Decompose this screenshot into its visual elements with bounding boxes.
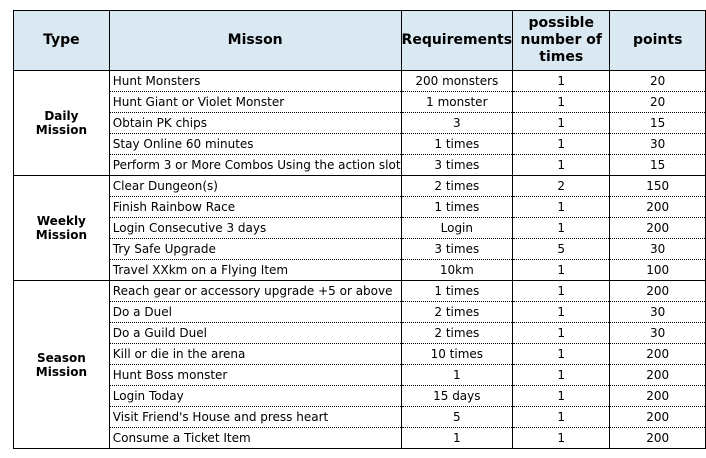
table-row bbox=[14, 365, 706, 386]
group-name-line2: Mission bbox=[35, 364, 88, 379]
points-cell: 100 bbox=[610, 260, 706, 281]
mission-cell: Clear Dungeon(s) bbox=[109, 176, 401, 197]
header-times-line1: possible bbox=[528, 15, 594, 31]
points-cell: 15 bbox=[610, 155, 706, 176]
header-times-line2: number of bbox=[520, 32, 602, 48]
group-name-line2: Mission bbox=[35, 228, 88, 242]
mission-cell: Perform 3 or More Combos Using the action slot bbox=[109, 155, 401, 176]
table-row bbox=[14, 260, 706, 281]
points-cell: 30 bbox=[610, 302, 706, 323]
requirement-cell: 10km bbox=[401, 260, 513, 281]
header-points: points bbox=[610, 11, 706, 71]
times-cell: 1 bbox=[513, 155, 610, 176]
mission-cell: Visit Friend's House and press heart bbox=[109, 407, 401, 428]
points-cell: 200 bbox=[610, 344, 706, 365]
header-type: Type bbox=[14, 11, 110, 71]
points-cell: 30 bbox=[610, 323, 706, 344]
mission-cell: Travel XXkm on a Flying Item bbox=[109, 260, 401, 281]
mission-cell: Login Today bbox=[109, 386, 401, 407]
requirement-cell: Login bbox=[401, 218, 513, 239]
times-cell: 1 bbox=[513, 302, 610, 323]
times-cell: 1 bbox=[513, 407, 610, 428]
points-cell: 200 bbox=[610, 197, 706, 218]
table-row bbox=[14, 71, 706, 92]
points-cell: 200 bbox=[610, 365, 706, 386]
points-cell: 200 bbox=[610, 386, 706, 407]
requirement-cell: 1 monster bbox=[401, 92, 513, 113]
mission-cell: Do a Guild Duel bbox=[109, 323, 401, 344]
points-cell: 150 bbox=[610, 176, 706, 197]
times-cell: 2 bbox=[513, 176, 610, 197]
mission-cell: Reach gear or accessory upgrade +5 or above bbox=[109, 281, 401, 302]
table-row bbox=[14, 407, 706, 428]
table-row bbox=[14, 197, 706, 218]
times-cell: 1 bbox=[513, 428, 610, 449]
table-row bbox=[14, 386, 706, 407]
times-cell: 1 bbox=[513, 365, 610, 386]
points-cell: 200 bbox=[610, 218, 706, 239]
times-cell: 1 bbox=[513, 386, 610, 407]
requirement-cell: 2 times bbox=[401, 323, 513, 344]
requirement-cell: 1 bbox=[401, 365, 513, 386]
mission-cell: Login Consecutive 3 days bbox=[109, 218, 401, 239]
requirement-cell: 1 times bbox=[401, 134, 513, 155]
requirement-cell: 1 times bbox=[401, 197, 513, 218]
table-row bbox=[14, 176, 706, 197]
mission-cell: Hunt Monsters bbox=[109, 71, 401, 92]
mission-cell: Finish Rainbow Race bbox=[109, 197, 401, 218]
mission-cell: Stay Online 60 minutes bbox=[109, 134, 401, 155]
table-row bbox=[14, 302, 706, 323]
mission-cell: Obtain PK chips bbox=[109, 113, 401, 134]
times-cell: 1 bbox=[513, 260, 610, 281]
times-cell: 1 bbox=[513, 218, 610, 239]
mission-cell: Hunt Boss monster bbox=[109, 365, 401, 386]
points-cell: 20 bbox=[610, 71, 706, 92]
table-row bbox=[14, 155, 706, 176]
requirement-cell: 3 times bbox=[401, 155, 513, 176]
times-cell: 1 bbox=[513, 71, 610, 92]
times-cell: 1 bbox=[513, 92, 610, 113]
points-cell: 15 bbox=[610, 113, 706, 134]
requirement-cell: 3 times bbox=[401, 239, 513, 260]
group-name-line2: Mission bbox=[35, 123, 88, 137]
points-cell: 200 bbox=[610, 281, 706, 302]
table-row bbox=[14, 428, 706, 449]
times-cell: 1 bbox=[513, 323, 610, 344]
mission-cell: Kill or die in the arena bbox=[109, 344, 401, 365]
group-type-daily bbox=[14, 71, 110, 176]
header-mission: Misson bbox=[109, 11, 401, 71]
times-cell: 1 bbox=[513, 281, 610, 302]
mission-cell: Try Safe Upgrade bbox=[109, 239, 401, 260]
points-cell: 30 bbox=[610, 134, 706, 155]
table-row bbox=[14, 134, 706, 155]
times-cell: 5 bbox=[513, 239, 610, 260]
times-cell: 1 bbox=[513, 344, 610, 365]
header-possible-times bbox=[513, 11, 610, 71]
mission-cell: Do a Duel bbox=[109, 302, 401, 323]
missions-table bbox=[13, 10, 706, 449]
points-cell: 200 bbox=[610, 428, 706, 449]
requirement-cell: 5 bbox=[401, 407, 513, 428]
header-row bbox=[14, 11, 706, 71]
requirement-cell: 2 times bbox=[401, 302, 513, 323]
table-row bbox=[14, 92, 706, 113]
group-name-line1: Daily bbox=[44, 109, 79, 123]
table-row bbox=[14, 239, 706, 260]
times-cell: 1 bbox=[513, 113, 610, 134]
points-cell: 200 bbox=[610, 407, 706, 428]
requirement-cell: 3 bbox=[401, 113, 513, 134]
table-row bbox=[14, 323, 706, 344]
requirement-cell: 10 times bbox=[401, 344, 513, 365]
group-name-line1: Weekly bbox=[36, 214, 86, 228]
times-cell: 1 bbox=[513, 134, 610, 155]
group-type-season bbox=[14, 281, 110, 449]
times-cell: 1 bbox=[513, 197, 610, 218]
table-row bbox=[14, 218, 706, 239]
points-cell: 20 bbox=[610, 92, 706, 113]
header-times-line3: times bbox=[539, 49, 584, 65]
header-requirements: Requirements bbox=[401, 11, 513, 71]
requirement-cell: 15 days bbox=[401, 386, 513, 407]
mission-cell: Consume a Ticket Item bbox=[109, 428, 401, 449]
requirement-cell: 1 bbox=[401, 428, 513, 449]
requirement-cell: 1 times bbox=[401, 281, 513, 302]
mission-cell: Hunt Giant or Violet Monster bbox=[109, 92, 401, 113]
table-row bbox=[14, 113, 706, 134]
table-row bbox=[14, 344, 706, 365]
table-row bbox=[14, 281, 706, 302]
requirement-cell: 2 times bbox=[401, 176, 513, 197]
points-cell: 30 bbox=[610, 239, 706, 260]
group-name-line1: Season bbox=[36, 350, 86, 365]
requirement-cell: 200 monsters bbox=[401, 71, 513, 92]
group-type-weekly bbox=[14, 176, 110, 281]
